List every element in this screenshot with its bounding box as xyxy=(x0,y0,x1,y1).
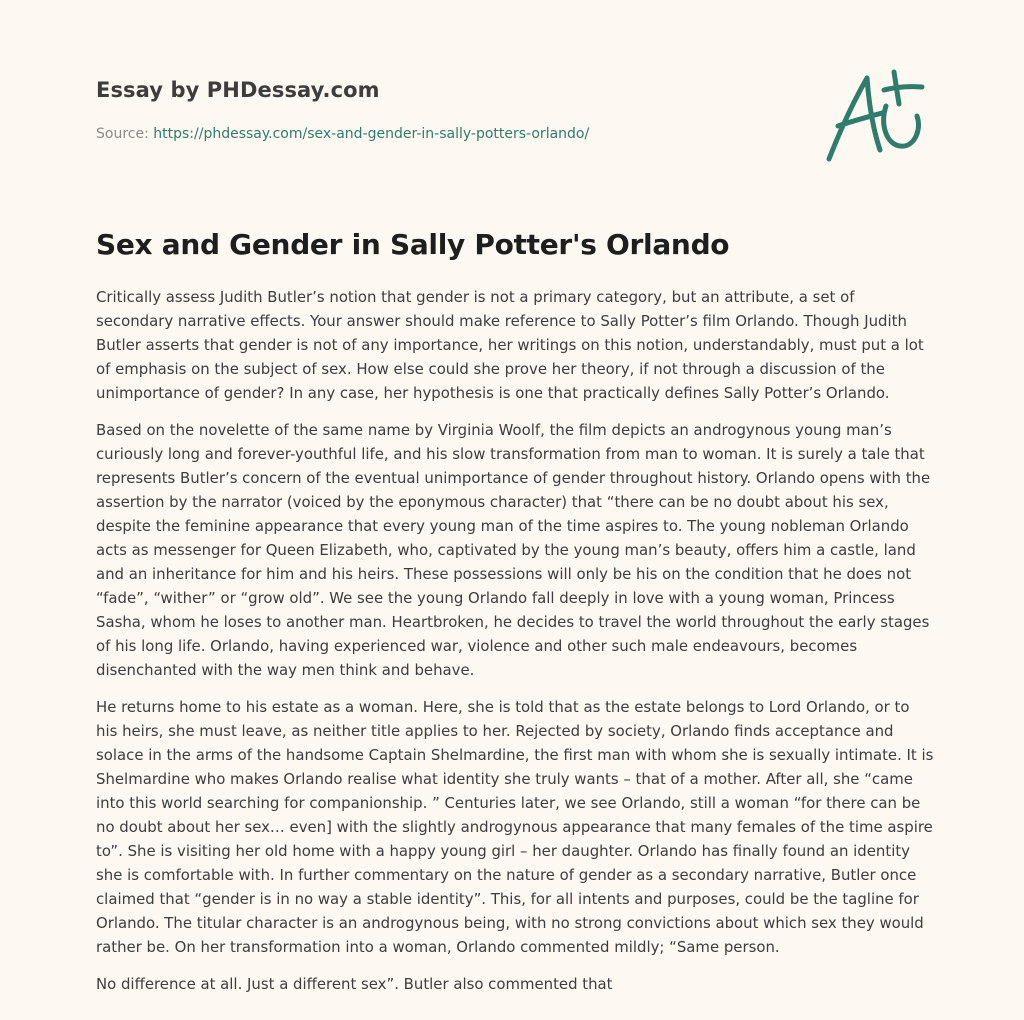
a-plus-grade-icon xyxy=(822,66,932,166)
essay-title: Sex and Gender in Sally Potter's Orlando xyxy=(96,228,730,261)
page-header xyxy=(96,76,816,144)
essay-paragraph: Based on the novelette of the same name by Virginia Woolf, the film depicts an androgynous young man’s curiously long and forever-youthful life, and his slow transformation from man to woman. It is surely a tale that represents Butler’s concern of the eventual unimportance of gender throughout history. Orlando opens with the assertion by the narrator (voiced by the eponymous character) that “there can be no doubt about his sex, despite the feminine appearance that every young man of the time aspires to. The young nobleman Orlando acts as messenger for Queen Elizabeth, who, captivated by the young man’s beauty, offers him a castle, land and an inheritance for him and his heirs. These possessions will only be his on the condition that he does not “fade”, “wither” or “grow old”. We see the young Orlando fall deeply in love with a young woman, Princess Sasha, whom he loses to another man. Heartbroken, he decides to travel the world throughout the early stages of his long life. Orlando, having experienced war, violence and other such male endeavours, becomes disenchanted with the way men think and behave. xyxy=(96,421,931,679)
essay-paragraph: Critically assess Judith Butler’s notion that gender is not a primary category, but an attribute, a set of secondary narrative effects. Your answer should make reference to Sally Potter’s film Orlando. Though Judith Butler asserts that gender is not of any importance, her writings on this notion, understandably, must put a lot of emphasis on the subject of sex. How else could she prove her theory, if not through a discussion of the unimportance of gender? In any case, her hypothesis is one that practically defines Sally Potter’s Orlando. xyxy=(96,288,924,402)
source-link[interactable]: https://phdessay.com/sex-and-gender-in-sally-potters-orlando/ xyxy=(153,126,590,142)
site-brand: Essay by PHDessay.com xyxy=(96,78,380,102)
essay-body xyxy=(96,285,934,1009)
essay-paragraph: He returns home to his estate as a woman. Here, she is told that as the estate belongs to Lord Orlando, or to his heirs, she must leave, as neither title applies to her. Rejected by society, Orlando finds acceptance and solace in the arms of the handsome Captain Shelmardine, the first man with whom she is sexually intimate. It is Shelmardine who makes Orlando realise what identity she truly wants – that of a mother. After all, she “came into this world searching for companionship. ” Centuries later, we see Orlando, still a woman “for there can be no doubt about her sex… even] with the slightly androgynous appearance that many females of the time aspire to”. She is visiting her old home with a happy young girl – her daughter. Orlando has finally found an identity she is comfortable with. In further commentary on the nature of gender as a secondary narrative, Butler once claimed that “gender is in no way a stable identity”. This, for all intents and purposes, could be the tagline for Orlando. The titular character is an androgynous being, with no strong convictions about which sex they would rather be. On her transformation into a woman, Orlando commented mildly; “Same person. xyxy=(96,698,934,956)
essay-paragraph: No difference at all. Just a different sex”. Butler also commented that xyxy=(96,975,613,993)
source-line xyxy=(96,124,816,144)
source-label: Source: xyxy=(96,126,154,142)
